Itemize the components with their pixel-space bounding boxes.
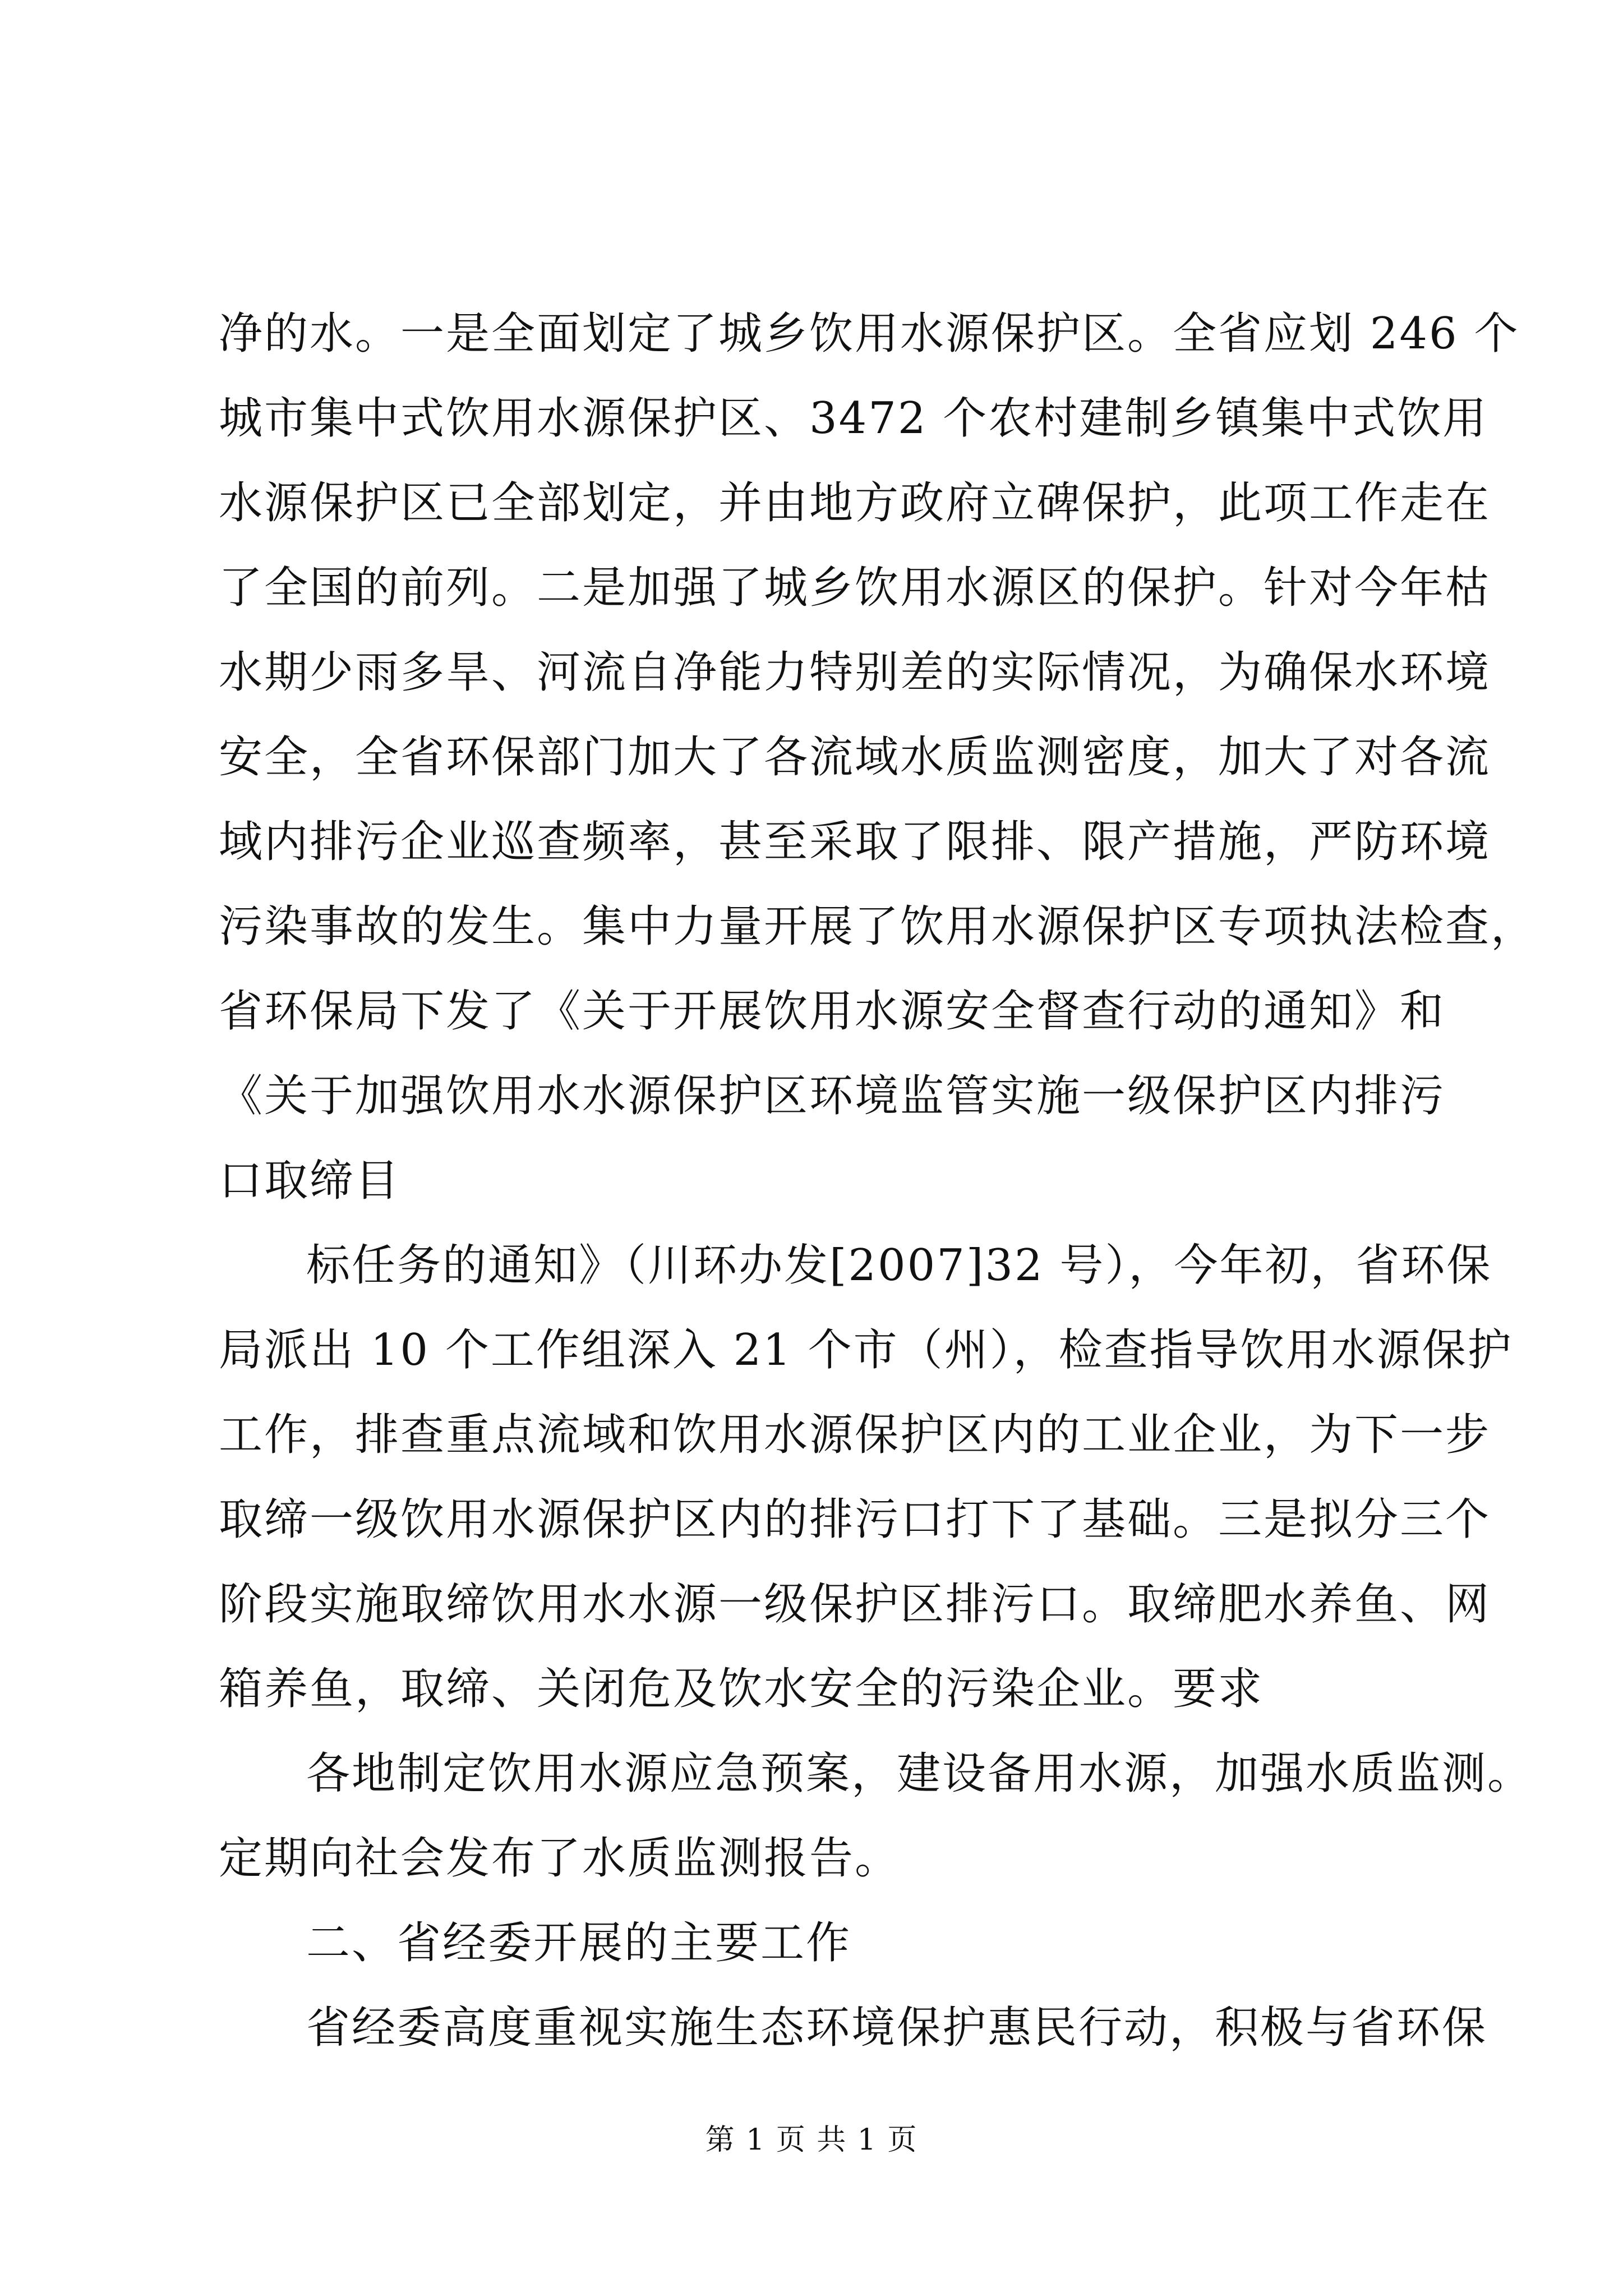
text-line: 污染事故的发生。集中力量开展了饮用水源保护区专项执法检查， [219, 901, 1537, 952]
text-line: 工作，排查重点流域和饮用水源保护区内的工业企业，为下一步 [219, 1410, 1491, 1460]
text-line: 城市集中式饮用水源保护区、3472 个农村建制乡镇集中式饮用 [219, 393, 1488, 444]
section-heading: 二、省经委开展的主要工作 [306, 1918, 852, 1968]
text-line: 口取缔目 [219, 1156, 401, 1206]
text-line: 水源保护区已全部划定，并由地方政府立碑保护，此项工作走在 [219, 478, 1491, 528]
paragraph-start-line: 标任务的通知》（川环办发[2007]32 号），今年初，省环保 [306, 1240, 1492, 1291]
page-footer: 第 1 页 共 1 页 [705, 2123, 918, 2157]
text-line: 了全国的前列。二是加强了城乡饮用水源区的保护。针对今年枯 [219, 563, 1491, 613]
text-line: 局派出 10 个工作组深入 21 个市（州），检查指导饮用水源保护 [219, 1325, 1513, 1375]
text-line: 域内排污企业巡查频率，甚至采取了限排、限产措施，严防环境 [219, 817, 1491, 867]
paragraph-start-line: 各地制定饮用水源应急预案，建设备用水源，加强水质监测。 [306, 1749, 1533, 1799]
paragraph-start-line: 省经委高度重视实施生态环境保护惠民行动，积极与省环保 [306, 2003, 1488, 2053]
text-line: 阶段实施取缔饮用水水源一级保护区排污口。取缔肥水养鱼、网 [219, 1579, 1491, 1630]
text-line: 定期向社会发布了水质监测报告。 [219, 1833, 901, 1884]
text-line: 省环保局下发了《关于开展饮用水源安全督查行动的通知》和 [219, 986, 1446, 1037]
text-line: 箱养鱼，取缔、关闭危及饮水安全的污染企业。要求 [219, 1664, 1264, 1714]
text-line: 取缔一级饮用水源保护区内的排污口打下了基础。三是拟分三个 [219, 1494, 1491, 1545]
text-line: 净的水。一是全面划定了城乡饮用水源保护区。全省应划 246 个 [219, 309, 1520, 359]
document-body [219, 292, 1537, 2070]
text-line: 安全，全省环保部门加大了各流域水质监测密度，加大了对各流 [219, 732, 1491, 783]
text-line: 水期少雨多旱、河流自净能力特别差的实际情况，为确保水环境 [219, 647, 1491, 698]
text-line: 《关于加强饮用水水源保护区环境监管实施一级保护区内排污 [219, 1071, 1446, 1121]
